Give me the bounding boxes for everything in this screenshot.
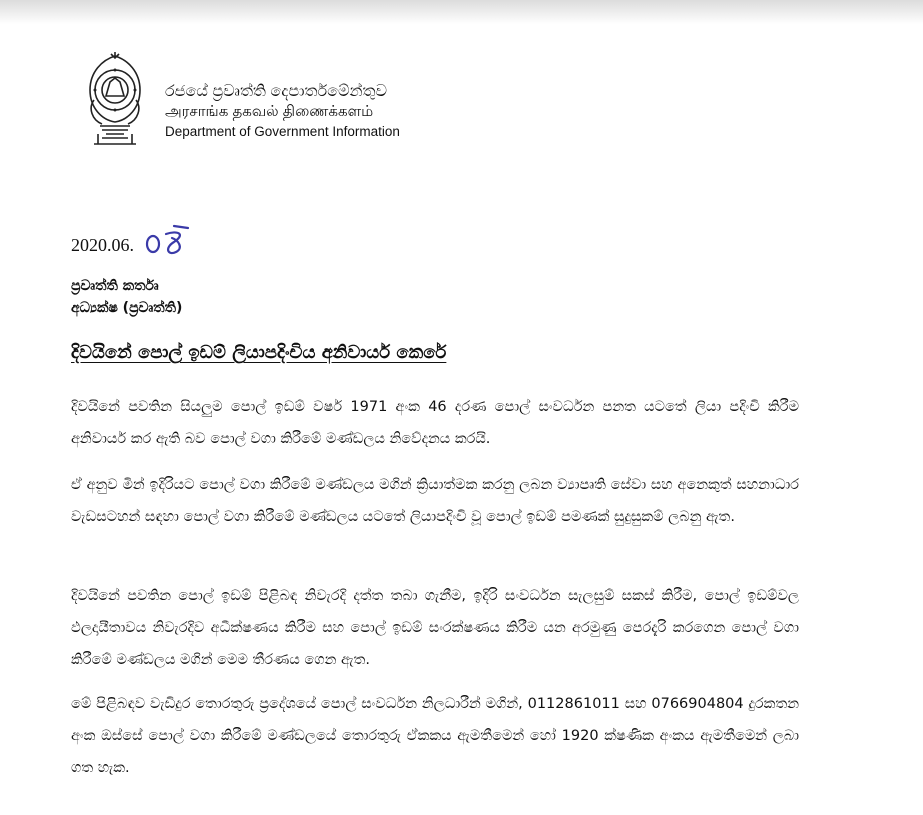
organization-header <box>165 82 400 142</box>
paragraph-4: මේ පිළිබඳව වැඩිදුර තොරතුරු ප්‍රදේශයේ පොල් සංවර්ධන නිලධාරීන් මගින්, 0112861011 සහ 0766904804 දුරකතන අංක ඔස්සේ පොල් වගා කිරීමේ මණ්ඩලයේ තොරතුරු ඒකකය ඇමතීමෙන් හෝ 1920 ක්ෂණික අංකය ඇමතීමෙන් ලබා ගත හැක. <box>71 696 799 776</box>
letter-headline: දිවයිනේ පොල් ඉඩම් ලියාපදිංචිය අනිවාර්ය කෙරේ <box>71 342 447 363</box>
date-printed: 2020.06. <box>71 235 134 255</box>
paragraph-3: දිවයිනේ පවතින පොල් ඉඩම් පිළිබඳ නිවැරදි දත්ත තබා ගැනීම, ඉදිරි සංවර්ධන සැලසුම් සකස් කිරීම, පොල් ඉඩම්වල ඵලදායීතාවය නිවැරදිව අධීක්ෂණය කිරීම සහ පොල් ඉඩම් සංරක්ෂණය කිරීම යන අරමුණු පෙරදැරි කරගෙන පොල් වගා කිරීමේ මණ්ඩලය මගින් මෙම තීරණය ගෙන ඇත. <box>71 588 799 668</box>
org-name-english: Department of Government Information <box>165 124 400 139</box>
recipient-block <box>71 275 182 319</box>
recipient-line-2: අධ්‍යක්ෂ (ප්‍රවෘත්ති) <box>71 300 183 316</box>
sri-lanka-emblem-icon <box>80 50 150 146</box>
org-name-tamil: அரசாங்க தகவல் திணைக்களம் <box>165 103 374 120</box>
date-handwritten <box>144 224 192 258</box>
recipient-line-1: ප්‍රවෘත්ති කර්තෘ <box>71 278 159 294</box>
paragraph-2: ඒ අනුව මින් ඉදිරියට පොල් වගා කිරීමේ මණ්ඩලය මගින් ක්‍රියාත්මක කරනු ලබන ව්‍යාපෘති සේවා සහ අනෙකුත් සහනාධාර වැඩසටහන් සඳහා පොල් වගා කිරීමේ මණ්ඩලය යටතේ ලියාපදිංචි වූ පොල් ඉඩම් පමණක් සුදුසුකම් ලබනු ඇත. <box>71 477 799 525</box>
paragraph-1: දිවයිනේ පවතින සියලුම පොල් ඉඩම් වර්ෂ 1971 අංක 46 දරණ පොල් සංවර්ධන පනත යටතේ ලියා පදිංචි කිරීම අනිවාර්ය කර ඇති බව පොල් වගා කිරීමේ මණ්ඩලය නිවේදනය කරයි. <box>71 399 799 447</box>
letter-date <box>71 224 192 256</box>
org-name-sinhala: රජයේ ප්‍රවෘත්ති දෙපාර්තමේන්තුව <box>165 83 388 100</box>
scan-top-shadow <box>0 0 923 24</box>
